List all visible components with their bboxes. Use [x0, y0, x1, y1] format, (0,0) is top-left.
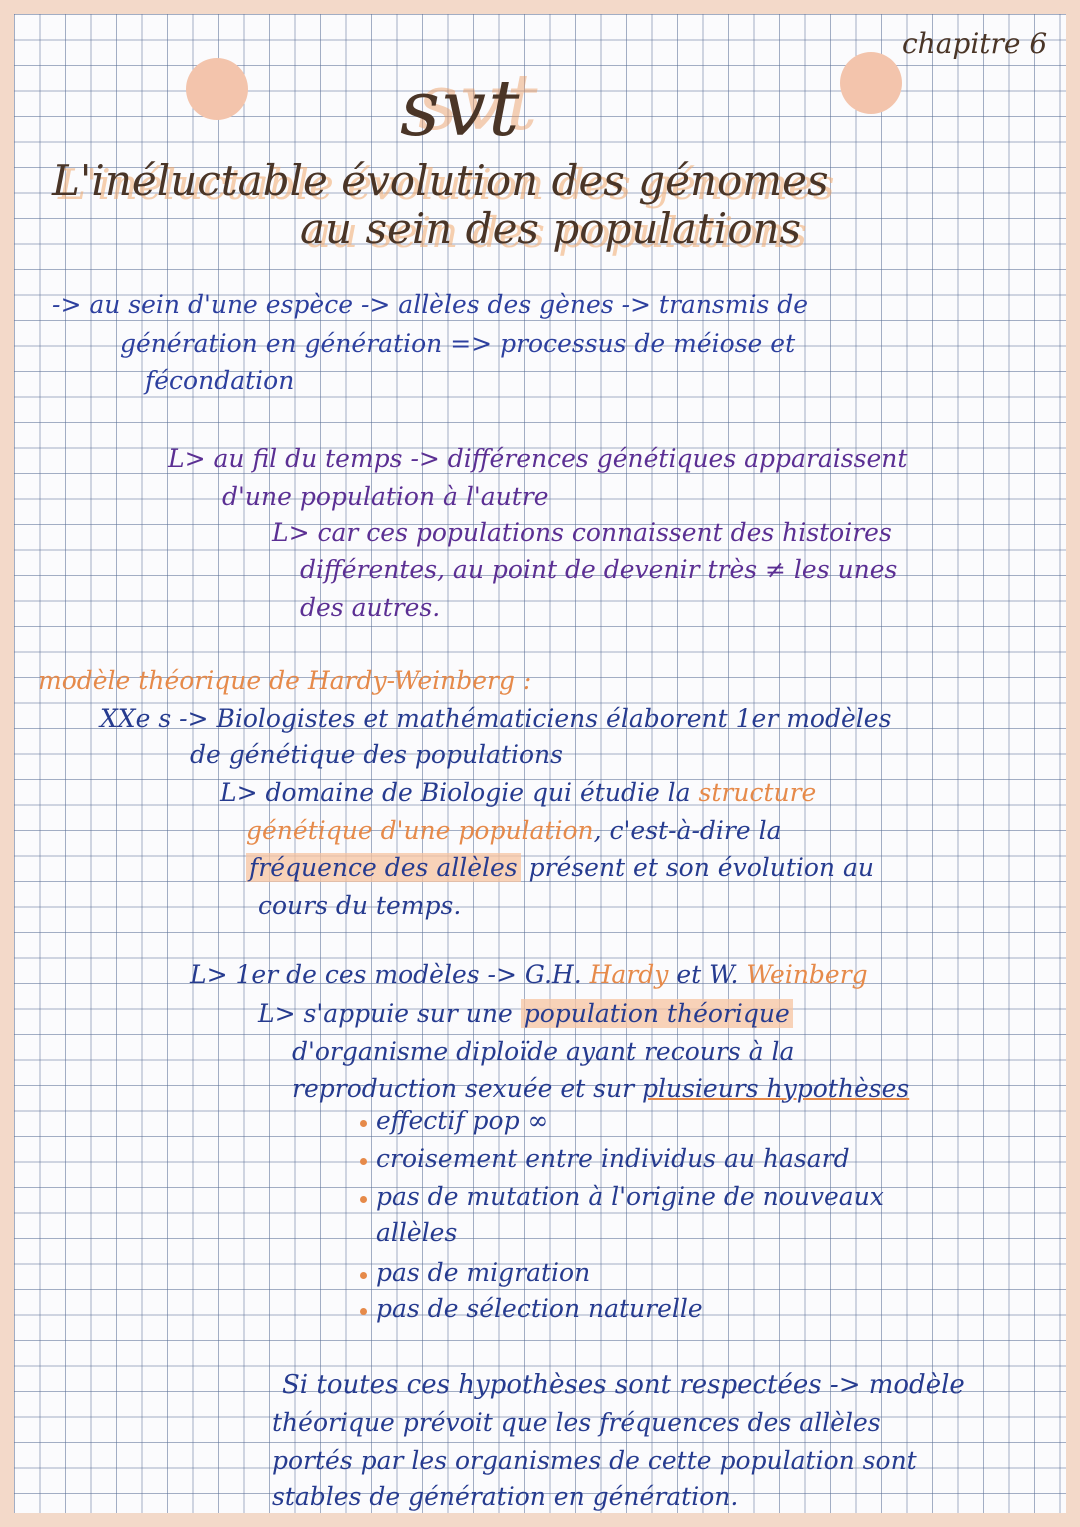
hardy-line-8: [258, 1001, 793, 1026]
hardy-line-10: [292, 1076, 909, 1101]
intro-line-1: -> au sein d'une espèce -> allèles des gènes -> transmis de: [52, 290, 809, 319]
punch-hole-right: [840, 52, 902, 114]
hardy-line-4-keyword: génétique d'une population: [246, 816, 594, 845]
hardy-line-6: cours du temps.: [258, 891, 462, 920]
subject-title: svt: [400, 64, 522, 154]
hardy-line-7-and: et W.: [668, 960, 747, 989]
hardy-line-5-text: présent et son évolution au: [520, 853, 874, 882]
hardy-line-8-text: L> s'appuie sur une: [258, 999, 521, 1028]
conclusion-line-4: stables de génération en génération.: [272, 1482, 739, 1511]
hardy-line-4-text: , c'est-à-dire la: [593, 816, 782, 845]
bullet-5: [360, 1308, 367, 1315]
hardy-line-4: [246, 818, 782, 843]
hypothesis-1: effectif pop ∞: [376, 1106, 549, 1135]
hardy-line-5-highlight: fréquence des allèles: [246, 853, 521, 882]
hardy-name: Hardy: [589, 960, 669, 989]
chapter-label: chapitre 6: [902, 27, 1048, 60]
hardy-line-5: [246, 855, 874, 880]
hypothesis-3-cont: allèles: [376, 1218, 458, 1247]
intro-line-8: des autres.: [300, 593, 441, 622]
conclusion-line-3: portés par les organismes de cette population sont: [272, 1446, 917, 1475]
intro-line-7: différentes, au point de devenir très ≠ les unes: [300, 555, 898, 584]
bullet-1: [360, 1120, 367, 1127]
bullet-3: [360, 1196, 367, 1203]
intro-line-3: fécondation: [145, 366, 295, 395]
hardy-line-2: de génétique des populations: [190, 740, 563, 769]
intro-line-2: génération en génération => processus de méiose et: [120, 329, 796, 358]
hardy-line-10-underlined: plusieurs hypothèses: [641, 1074, 910, 1103]
hardy-line-7-text: L> 1er de ces modèles -> G.H.: [190, 960, 590, 989]
hypothesis-4: pas de migration: [376, 1258, 591, 1287]
intro-line-6: L> car ces populations connaissent des histoires: [272, 518, 892, 547]
page-title-line1: L'inéluctable évolution des génomes: [52, 156, 829, 205]
conclusion-line-1: Si toutes ces hypothèses sont respectées -> modèle: [282, 1370, 965, 1400]
hardy-line-3-text: L> domaine de Biologie qui étudie la: [220, 778, 699, 807]
hardy-line-9: d'organisme diploïde ayant recours à la: [292, 1037, 795, 1066]
intro-line-4: L> au fil du temps -> différences génétiques apparaissent: [168, 444, 908, 473]
hardy-line-3-keyword: structure: [698, 778, 817, 807]
punch-hole-left: [186, 58, 248, 120]
conclusion-line-2: théorique prévoit que les fréquences des allèles: [272, 1408, 881, 1437]
hardy-line-10-text: reproduction sexuée et sur: [292, 1074, 642, 1103]
hardy-line-8-highlight: population théorique: [521, 999, 793, 1028]
hypothesis-2: croisement entre individus au hasard: [376, 1144, 850, 1173]
intro-line-5: d'une population à l'autre: [222, 482, 549, 511]
hypothesis-5: pas de sélection naturelle: [376, 1294, 703, 1323]
hardy-line-7: [190, 962, 868, 987]
hardy-line-1: XXe s -> Biologistes et mathématiciens élaborent 1er modèles: [100, 704, 892, 733]
bullet-2: [360, 1158, 367, 1165]
section-heading-hardy-weinberg: modèle théorique de Hardy-Weinberg :: [38, 666, 532, 695]
hypothesis-3: pas de mutation à l'origine de nouveaux: [376, 1182, 884, 1211]
page-title-line2: au sein des populations: [300, 204, 802, 253]
weinberg-name: Weinberg: [746, 960, 868, 989]
bullet-4: [360, 1272, 367, 1279]
hardy-line-3: [220, 780, 816, 805]
